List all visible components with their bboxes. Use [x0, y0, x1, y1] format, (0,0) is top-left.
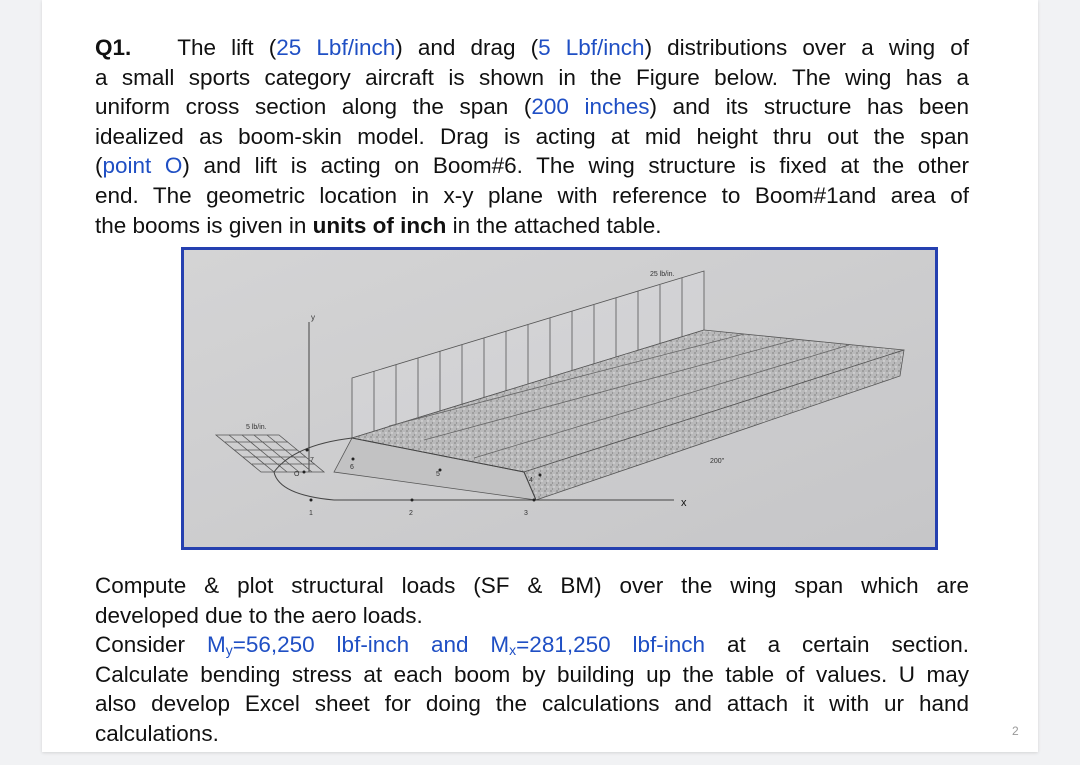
task-line-5: also develop Excel sheet for doing the calculations and attach it with ur hand — [95, 691, 969, 717]
task-line-2: developed due to the aero loads. — [95, 602, 423, 628]
document-page — [42, 0, 1038, 752]
text: Consider — [95, 632, 207, 658]
moment-x — [490, 632, 705, 657]
text: and — [409, 632, 491, 658]
text: ) and lift is acting on Boom#6. The wing structure is fixed at the other — [182, 153, 969, 179]
point-o-ref: point O — [102, 153, 183, 179]
text: ) and drag ( — [395, 35, 539, 60]
page-number: 2 — [1012, 724, 1019, 738]
text: ( — [95, 153, 103, 179]
text: the booms is given in — [95, 212, 313, 238]
text: The lift ( — [177, 35, 277, 60]
text: in the attached table. — [446, 212, 662, 238]
text: M — [490, 632, 510, 658]
question-line-3 — [95, 92, 969, 122]
boom-label-7: 7 — [310, 457, 314, 464]
text: uniform cross section along the span ( — [95, 94, 532, 120]
question-line-6: end. The geometric location in x-y plane with reference to Boom#1and area of — [95, 182, 969, 208]
task-line-1: Compute & plot structural loads (SF & BM) over the wing span which are — [95, 573, 969, 598]
text: at a certain section. — [705, 632, 970, 658]
lift-value: 25 Lbf/inch — [276, 35, 396, 60]
span-value: 200 inches — [531, 94, 650, 120]
text: y — [225, 642, 233, 659]
boom-label-1: 1 — [309, 510, 313, 517]
task-paragraph — [95, 571, 969, 749]
text: ) and its structure has been — [649, 94, 969, 120]
question-paragraph — [95, 33, 969, 240]
question-line-7 — [95, 211, 969, 241]
task-line-3 — [95, 630, 969, 660]
question-line-4: idealized as boom-skin model. Drag is acting at mid height thru out the span — [95, 123, 969, 149]
task-line-6: calculations. — [95, 720, 219, 746]
question-line-5 — [95, 151, 969, 181]
boom-label-3: 3 — [524, 510, 528, 517]
boom-label-5: 5 — [436, 471, 440, 478]
point-o-label: O — [294, 471, 300, 478]
question-line-2: a small sports category aircraft is shown in the Figure below. The wing has a — [95, 64, 969, 90]
x-axis-label: x — [681, 497, 687, 509]
lift-load-label: 25 lb/in. — [650, 271, 675, 278]
drag-value: 5 Lbf/inch — [538, 35, 645, 60]
span-label: 200" — [710, 458, 725, 465]
boom-label-2: 2 — [409, 510, 413, 517]
text: x — [509, 642, 517, 659]
question-label: Q1. — [95, 35, 132, 60]
text: ) distributions over a wing of — [644, 35, 969, 60]
boom-label-6: 6 — [350, 464, 354, 471]
drag-load-label: 5 lb/in. — [246, 424, 267, 431]
units-emphasis: units of inch — [312, 212, 447, 238]
question-line-1 — [95, 33, 969, 63]
text: M — [206, 632, 226, 658]
task-line-4: Calculate bending stress at each boom by building up the table of values. U may — [95, 661, 969, 687]
text: =56,250 lbf-inch — [232, 632, 410, 658]
y-axis-label: y — [311, 313, 315, 322]
boom-label-4: 4 — [529, 477, 533, 484]
moment-y — [207, 632, 409, 657]
text: =281,250 lbf-inch — [516, 632, 706, 658]
wing-figure — [181, 247, 938, 550]
